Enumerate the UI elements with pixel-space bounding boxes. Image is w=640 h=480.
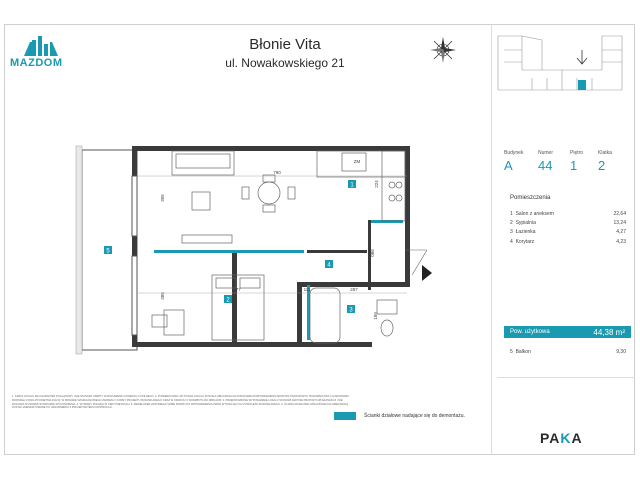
room-number-1: 1: [350, 182, 354, 189]
dimension-label: 086: [370, 249, 375, 257]
dimension-label: 287: [350, 287, 358, 292]
list-item: 4 Korytarz 4,23: [510, 238, 626, 245]
compass-icon: [428, 35, 458, 65]
arrow-down-icon: [577, 50, 587, 64]
rooms-list: [510, 209, 626, 246]
paka-logo: PAKA: [540, 430, 583, 446]
fridge-label: ZM: [353, 159, 361, 164]
floor-plan: [72, 110, 472, 355]
building-minimap: [492, 30, 632, 98]
unit-info: [504, 150, 626, 173]
usable-area-bar: [504, 326, 631, 338]
partition-legend-swatch: [334, 412, 356, 420]
dimension-label: 477: [233, 287, 241, 292]
value-number: 44: [538, 158, 553, 173]
list-item: 2 Sypialnia 13,24: [510, 219, 626, 226]
room-number-3: 3: [349, 307, 353, 314]
dimension-label: 224: [374, 180, 379, 188]
dimension-label: 385: [160, 292, 165, 300]
usable-area-value: 44,38 m²: [593, 327, 625, 337]
sidebar-bottom-divider: [497, 377, 635, 378]
dimension-label: 111: [303, 287, 311, 292]
rooms-heading: Pomieszczenia: [510, 195, 551, 201]
label-building: Budynek: [504, 150, 524, 156]
logo-wordmark: MAZDOM: [10, 57, 63, 69]
room-number-5: 5: [106, 248, 110, 255]
partition-legend-text: Ścianki działowe nadające się do demontażu.: [364, 413, 465, 419]
dimension-label: 189: [373, 312, 378, 320]
list-item: 3 Łazienka 4,27: [510, 229, 626, 236]
label-floor: Piętro: [570, 150, 584, 156]
dimension-label: 305: [160, 194, 165, 202]
unit-highlight: [578, 80, 586, 90]
legal-notes: 1. KARTA LOKALU MA CHARAKTER POGLĄDOWY I NIE STANOWI OFERTY W ROZUMIENIU KODEKSU CYWILNEGO. 2. POWIERZCHNIA UŻYTKOWA LOKALU ZOSTAŁA OBLICZONA NA PODSTAWIE ROZPORZĄDZENIA MINISTRA TRANSPORTU, BUDOWNICTWA I GOSPODARKI MORSKIEJ Z DNIA 25 KWIETNIA 2012 R. W SPRAWIE SZCZEGÓŁOWEGO ZAKRESU I FORMY PROJEKTU BUDOWLANEGO ORAZ W OPARCIU O NORMĘ PN-ISO 9836:2015. 3. PRZEDSTAWIONE WYPOSAŻENIE LOKALU STANOWI JEDYNIE PROPOZYCJĘ ARANŻACJI I NIE WCHODZI W ZAKRES STANDARDU WYKOŃCZENIA. 4. WYMIARY PODANO W CENTYMETRACH. 5. DEWELOPER ZASTRZEGA SOBIE PRAWO DO WPROWADZENIA ZMIAN WYNIKAJĄCYCH Z PROCESU BUDOWLANEGO. 6. ŚCIANKI DZIAŁOWE OZNACZONE KOLOREM MOGĄ ZOSTAĆ ZDEMONTOWANE PO UZGODNIENIU Z PROJEKTANTEM KONSTRUKCJI.: [12, 395, 349, 410]
label-number: Numer: [538, 150, 554, 156]
usable-area-label: Pow. użytkowa: [510, 329, 550, 335]
value-floor: 1: [570, 158, 578, 173]
room-number-2: 2: [226, 297, 230, 304]
page-title: Błonie Vita: [249, 36, 321, 53]
list-item: 1 Salon z aneksem 22,64: [510, 210, 626, 217]
value-staircase: 2: [598, 158, 606, 173]
value-building: A: [504, 158, 513, 173]
label-staircase: Klatka: [598, 150, 612, 156]
dimension-label: 790: [273, 170, 281, 175]
address: ul. Nowakowskiego 21: [225, 56, 345, 70]
balcony-row: 5 Balkon 9,30: [510, 349, 626, 355]
room-number-4: 4: [327, 262, 331, 269]
